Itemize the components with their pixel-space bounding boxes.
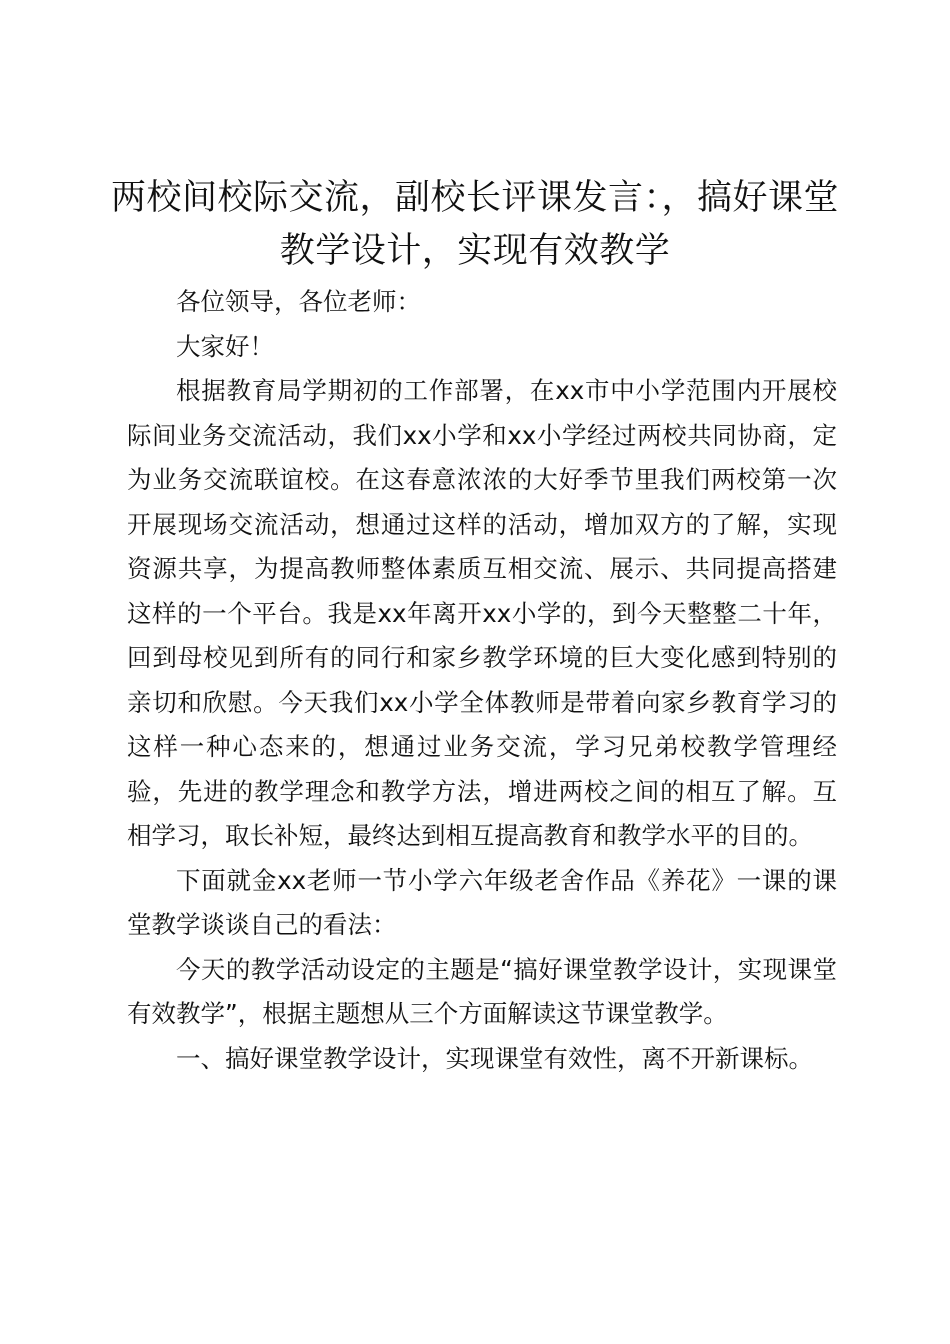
document-title: 两校间校际交流，副校长评课发言：，搞好课堂教学设计，实现有效教学 bbox=[110, 178, 839, 271]
section-heading: 一、搞好课堂教学设计，实现课堂有效性，离不开新课标。 bbox=[176, 1043, 813, 1073]
body-paragraph: 下面就金xx老师一节小学六年级老舍作品《养花》一课的课堂教学谈谈自己的看法： bbox=[127, 865, 837, 939]
greeting: 大家好！ bbox=[176, 331, 274, 361]
body-paragraph: 今天的教学活动设定的主题是“搞好课堂教学设计，实现课堂有效教学”，根据主题想从三个方面解读这节课堂教学。 bbox=[127, 954, 837, 1028]
document-body bbox=[127, 280, 837, 1081]
salutation: 各位领导，各位老师： bbox=[176, 287, 421, 316]
body-paragraph: 根据教育局学期初的工作部署，在xx市中小学范围内开展校际间业务交流活动，我们xx小学和xx小学经过两校共同协商，定为业务交流联谊校。在这春意浓浓的大好季节里我们两校第一次开展现场交流活动，想通过这样的活动，增加双方的了解，实现资源共享，为提高教师整体素质互相交流、展示、共同提高搭建这样的一个平台。我是xx年离开xx小学的，到今天整整二十年，回到母校见到所有的同行和家乡教学环境的巨大变化感到特别的亲切和欣慰。今天我们xx小学全体教师是带着向家乡教育学习的这样一种心态来的，想通过业务交流，学习兄弟校教学管理经验，先进的教学理念和教学方法，增进两校之间的相互了解。互相学习，取长补短，最终达到相互提高教育和教学水平的目的。 bbox=[127, 376, 837, 850]
